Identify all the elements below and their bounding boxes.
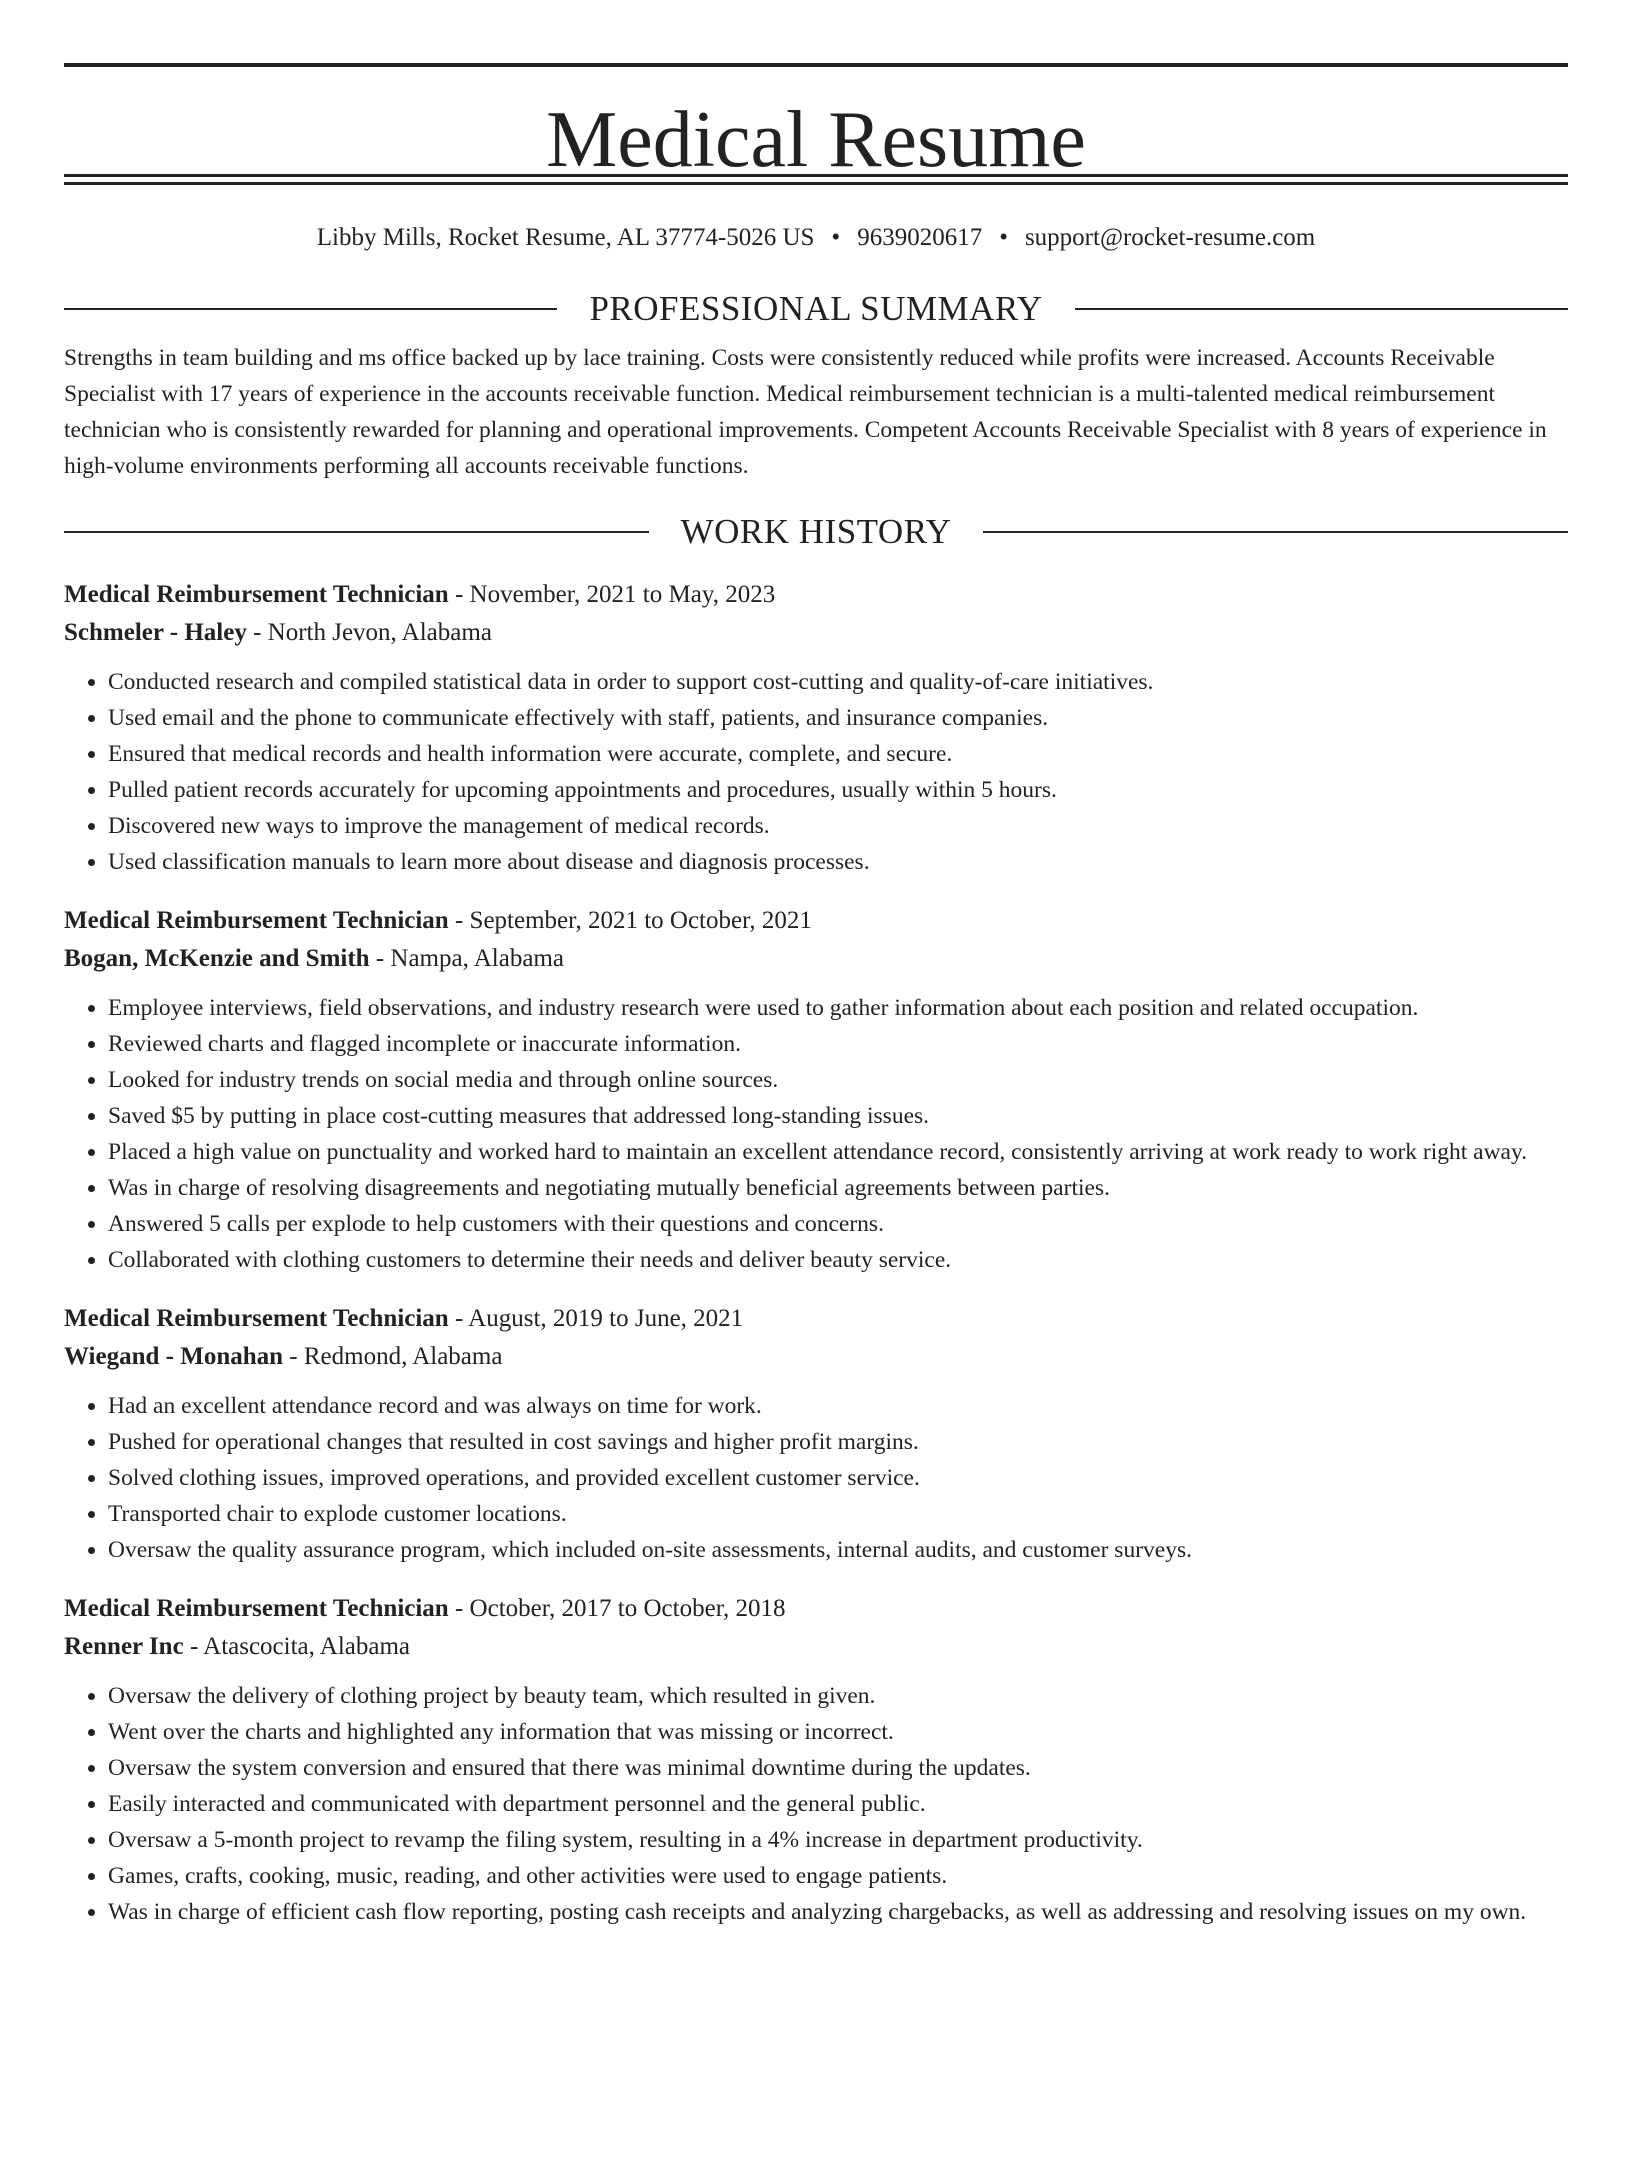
job-bullet: • Answered 5 calls per explode to help customers with their questions and concerns. [108, 1206, 1568, 1242]
heading-rule-right [983, 531, 1568, 533]
job-bullet: • Was in charge of efficient cash flow reporting, posting cash receipts and analyzing chargebacks, as well as addressing and resolving issues on my own. [108, 1894, 1568, 1930]
summary-heading [64, 287, 1568, 331]
work-history-heading-label: WORK HISTORY [680, 512, 952, 551]
job-title-line [64, 576, 1568, 614]
job-location: - North Jevon, Alabama [246, 619, 492, 646]
summary-heading-label: PROFESSIONAL SUMMARY [589, 289, 1043, 328]
job-bullet-list [64, 990, 1568, 1278]
job-bullet: • Placed a high value on punctuality and worked hard to maintain an excellent attendance record, consistently arriving at work ready to work right away. [108, 1134, 1568, 1170]
job-bullet: • Employee interviews, field observations, and industry research were used to gather information about each position and related occupation. [108, 990, 1568, 1026]
job-bullet: • Oversaw the quality assurance program, which included on-site assessments, internal audits, and customer surveys. [108, 1532, 1568, 1568]
job-bullet: • Pulled patient records accurately for upcoming appointments and procedures, usually within 5 hours. [108, 772, 1568, 808]
job-company: Wiegand - Monahan [64, 1343, 284, 1370]
job-company-line [64, 940, 1568, 978]
job-bullet: • Oversaw a 5-month project to revamp the filing system, resulting in a 4% increase in department productivity. [108, 1822, 1568, 1858]
job-entry [64, 576, 1568, 880]
job-bullet: • Transported chair to explode customer locations. [108, 1496, 1568, 1532]
job-bullet: • Used email and the phone to communicate effectively with staff, patients, and insurance companies. [108, 700, 1568, 736]
job-bullet: • Easily interacted and communicated with department personnel and the general public. [108, 1786, 1568, 1822]
job-title: Medical Reimbursement Technician [64, 1305, 449, 1332]
job-company: Schmeler - Haley [64, 619, 247, 646]
job-company: Bogan, McKenzie and Smith [64, 945, 370, 972]
job-title: Medical Reimbursement Technician [64, 907, 449, 934]
job-location: - Atascocita, Alabama [183, 1633, 410, 1660]
job-bullet: • Used classification manuals to learn more about disease and diagnosis processes. [108, 844, 1568, 880]
job-entry [64, 1300, 1568, 1568]
job-bullet: • Solved clothing issues, improved operations, and provided excellent customer service. [108, 1460, 1568, 1496]
job-bullet: • Collaborated with clothing customers to determine their needs and deliver beauty service. [108, 1242, 1568, 1278]
job-entry [64, 1590, 1568, 1930]
job-bullet: • Reviewed charts and flagged incomplete or inaccurate information. [108, 1026, 1568, 1062]
job-company-line [64, 614, 1568, 652]
job-bullet: • Saved $5 by putting in place cost-cutting measures that addressed long-standing issues. [108, 1098, 1568, 1134]
job-bullet-list [64, 1678, 1568, 1930]
contact-line [64, 222, 1568, 254]
job-dates: - September, 2021 to October, 2021 [448, 907, 812, 934]
job-company-line [64, 1338, 1568, 1376]
heading-rule-left [64, 308, 557, 310]
contact-phone: 9639020617 [857, 224, 983, 251]
job-bullet: • Looked for industry trends on social media and through online sources. [108, 1062, 1568, 1098]
job-bullet: • Oversaw the delivery of clothing project by beauty team, which resulted in given. [108, 1678, 1568, 1714]
contact-separator: • [999, 224, 1008, 251]
job-bullet: • Was in charge of resolving disagreements and negotiating mutually beneficial agreements between parties. [108, 1170, 1568, 1206]
job-dates: - August, 2019 to June, 2021 [448, 1305, 744, 1332]
job-bullet: • Had an excellent attendance record and was always on time for work. [108, 1388, 1568, 1424]
resume-page [0, 63, 1632, 2175]
job-location: - Nampa, Alabama [369, 945, 564, 972]
job-bullet: • Went over the charts and highlighted any information that was missing or incorrect. [108, 1714, 1568, 1750]
heading-rule-right [1075, 308, 1568, 310]
job-company: Renner Inc [64, 1633, 184, 1660]
job-bullet: • Ensured that medical records and health information were accurate, complete, and secure. [108, 736, 1568, 772]
job-location: - Redmond, Alabama [283, 1343, 503, 1370]
job-bullet: • Oversaw the system conversion and ensured that there was minimal downtime during the updates. [108, 1750, 1568, 1786]
job-bullet: • Games, crafts, cooking, music, reading, and other activities were used to engage patients. [108, 1858, 1568, 1894]
job-bullet: • Conducted research and compiled statistical data in order to support cost-cutting and quality-of-care initiatives. [108, 664, 1568, 700]
contact-address: Libby Mills, Rocket Resume, AL 37774-5026 US [316, 224, 815, 251]
summary-text: Strengths in team building and ms office backed up by lace training. Costs were consistently reduced while profits were increased. Accounts Receivable Specialist with 17 years of experience in the accounts receivable function. Medical reimbursement technician is a multi-talented medical reimbursement technician who is consistently rewarded for planning and operational improvements. Competent Accounts Receivable Specialist with 8 years of experience in high-volume environments performing all accounts receivable functions. [64, 345, 1547, 479]
job-title: Medical Reimbursement Technician [64, 1595, 449, 1622]
work-history-heading [64, 510, 1568, 554]
contact-separator: • [831, 224, 841, 251]
job-bullet-list [64, 664, 1568, 880]
job-title-line [64, 1590, 1568, 1628]
job-bullet-list [64, 1388, 1568, 1568]
job-bullet: • Discovered new ways to improve the management of medical records. [108, 808, 1568, 844]
job-bullet: • Pushed for operational changes that resulted in cost savings and higher profit margins. [108, 1424, 1568, 1460]
job-entry [64, 902, 1568, 1278]
heading-rule-left [64, 531, 649, 533]
job-dates: - November, 2021 to May, 2023 [448, 581, 776, 608]
job-title: Medical Reimbursement Technician [64, 581, 449, 608]
job-title-line [64, 1300, 1568, 1338]
job-title-line [64, 902, 1568, 940]
contact-email: support@rocket-resume.com [1024, 224, 1316, 251]
job-dates: - October, 2017 to October, 2018 [448, 1595, 786, 1622]
work-history-list [64, 576, 1568, 1930]
resume-title: Medical Resume [546, 96, 1086, 184]
job-company-line [64, 1628, 1568, 1666]
